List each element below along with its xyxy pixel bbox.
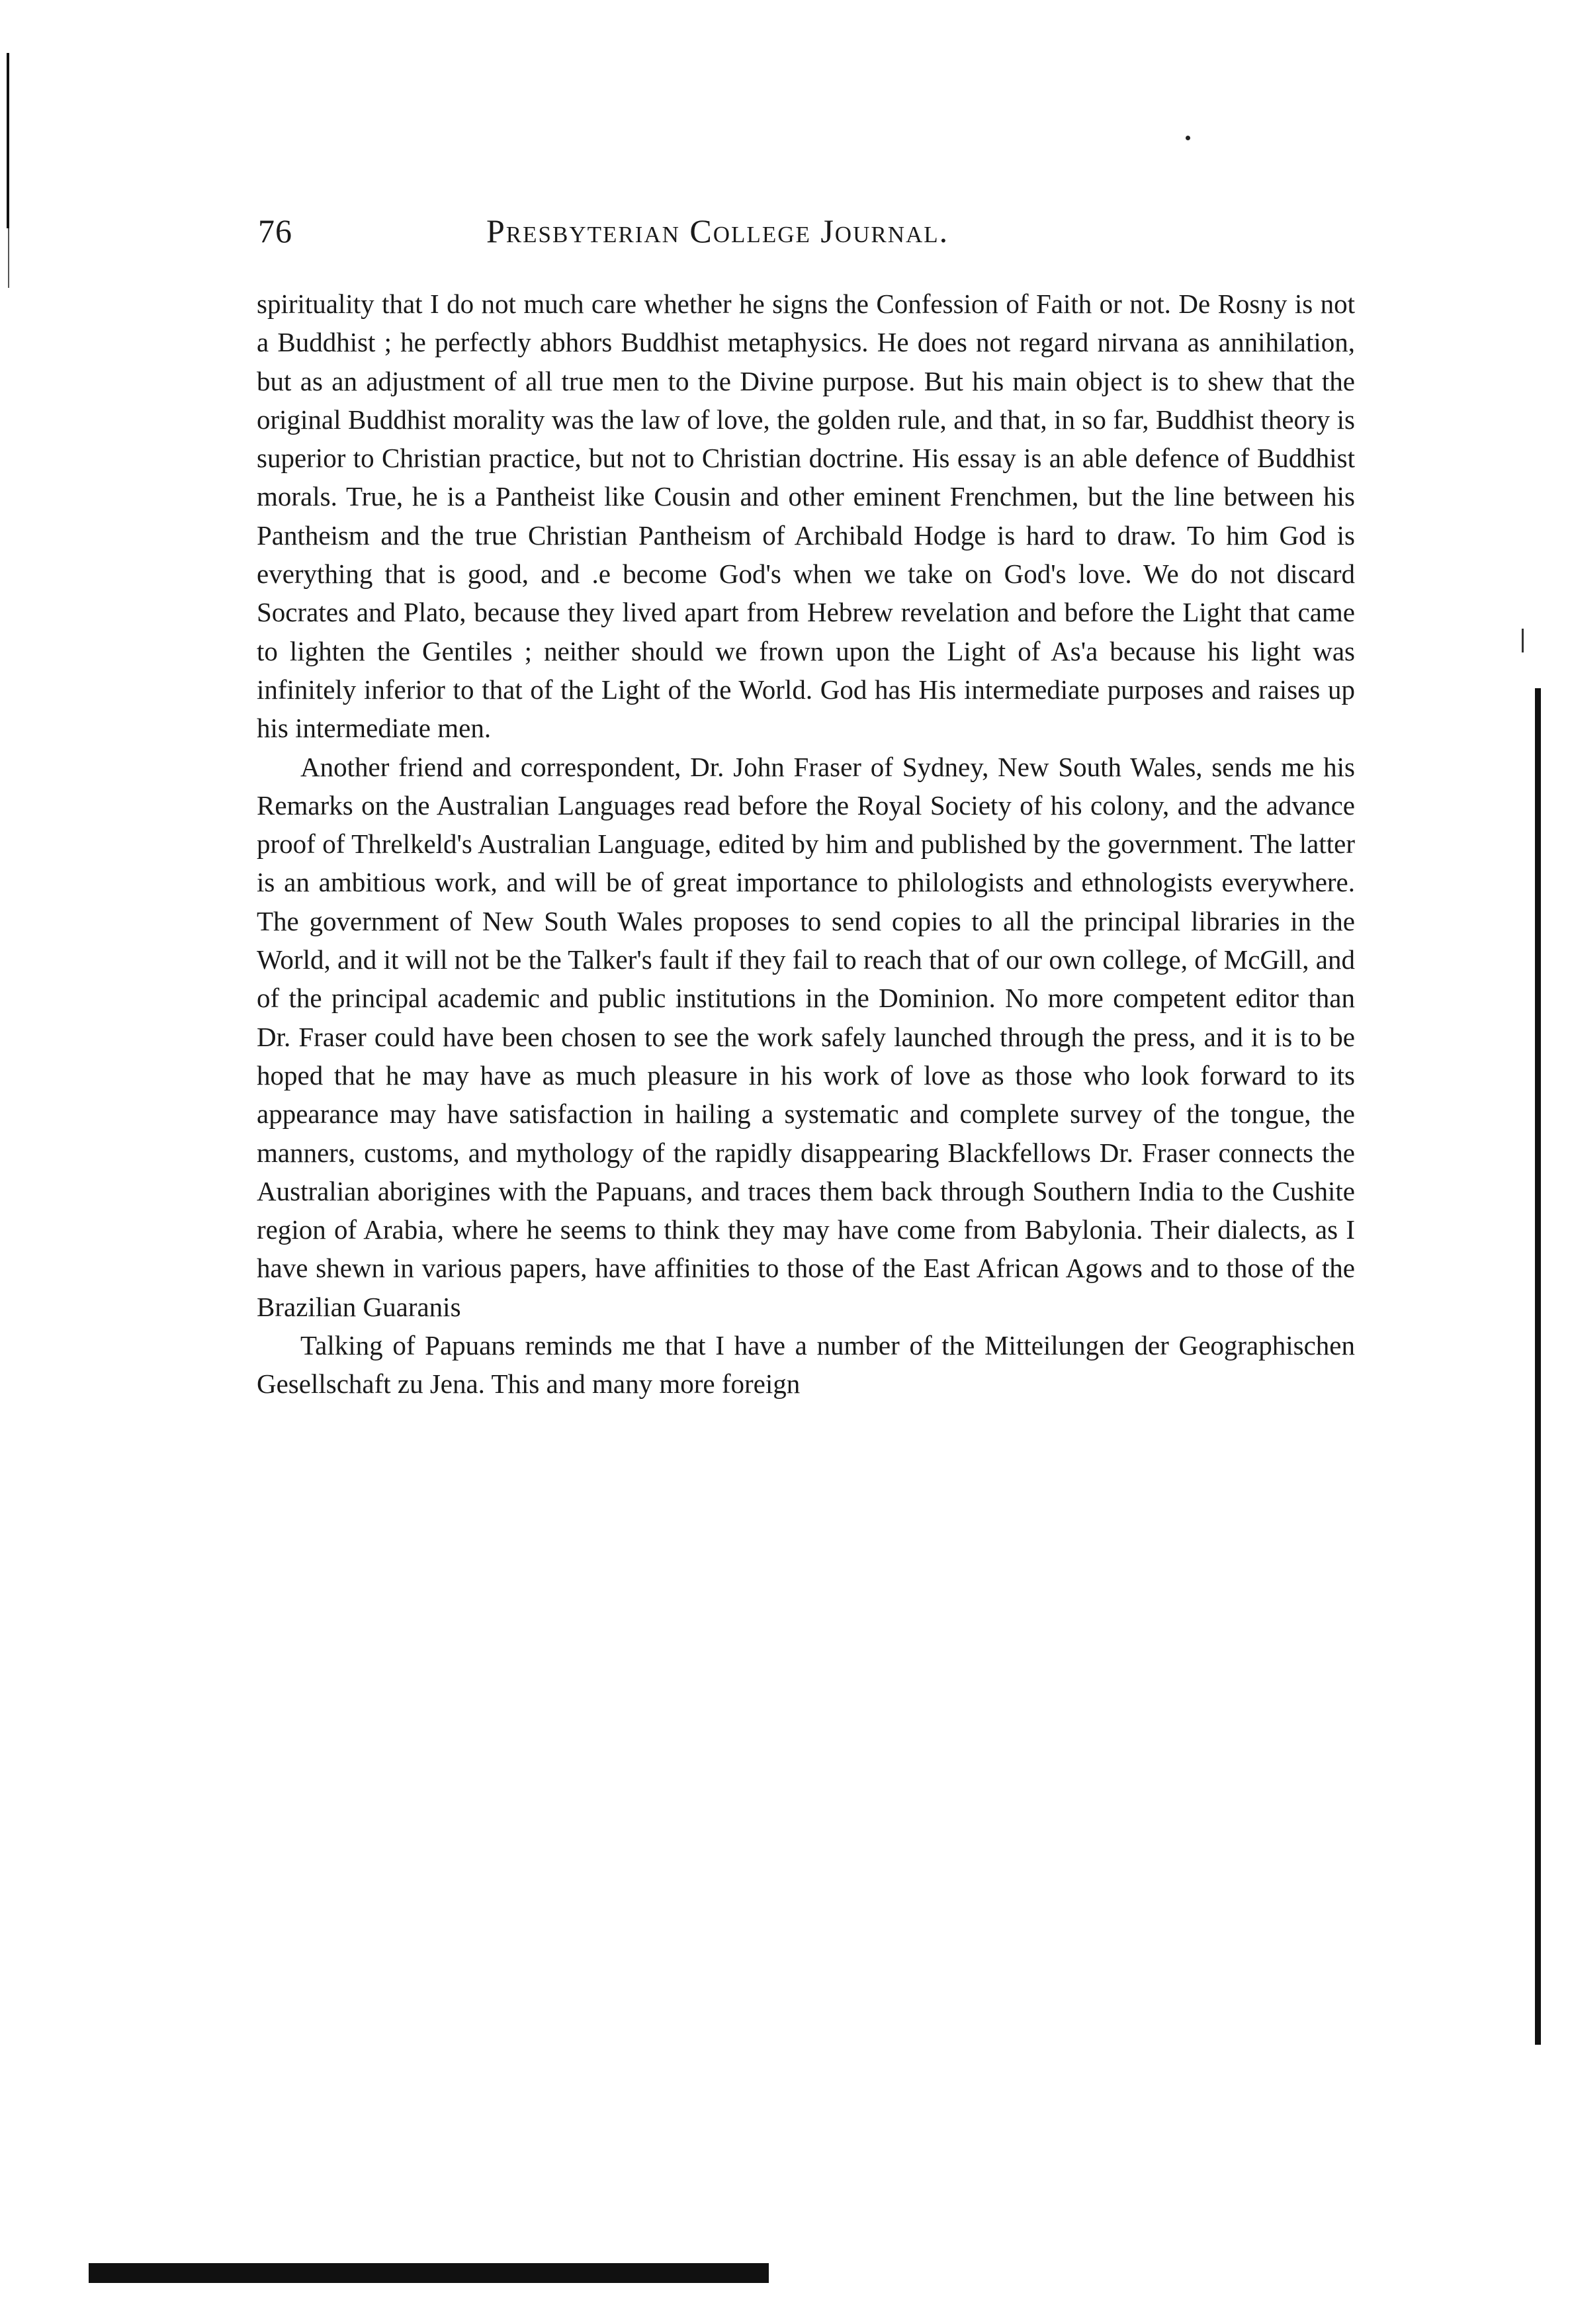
body-text [257,285,1355,1404]
running-head [258,212,1145,265]
scan-edge-mark-right [1535,688,1541,2045]
scan-edge-mark-left-thin [8,228,9,288]
paragraph-fraser: Another friend and correspondent, Dr. John Fraser of Sydney, New South Wales, sends me his Remarks on the Australian Languages read before the Royal Society of his colony, and the advance proof of Threlkeld's Australian Language, edited by him and published by the government. The latter is an ambitious work, and will be of great importance to philologists and ethnologists everywhere. The government of New South Wales proposes to send copies to all the principal libraries in the World, and it will not be the Talker's fault if they fail to reach that of our own college, of McGill, and of the principal academic and public institutions in the Dominion. No more competent editor than Dr. Fraser could have been chosen to see the work safely launched through the press, and it is to be hoped that he may have as much pleasure in his work of love as those who look forward to its appearance may have satisfaction in hailing a systematic and complete survey of the tongue, the manners, customs, and mythology of the rapidly disappearing Blackfellows Dr. Fraser connects the Australian aborigines with the Papuans, and traces them back through Southern India to the Cushite region of Arabia, where he seems to think they may have come from Babylonia. Their dialects, as I have shewn in various papers, have affinities to those of the East African Agows and to those of the Brazilian Guaranis [257,751,1355,1322]
scan-dot-mark [1186,136,1190,140]
scan-edge-tick-right [1522,629,1524,652]
journal-title: Presbyterian College Journal. [486,212,949,249]
scan-bottom-bar [89,2263,769,2283]
paragraph-papuans: Talking of Papuans reminds me that I have a number of the Mitteilungen der Geographischen Gesellschaft zu Jena. This and many more foreign [257,1330,1355,1400]
scan-edge-mark-left [7,53,9,228]
paragraph-continued: spirituality that I do not much care whether he signs the Confession of Faith or not. De Rosny is not a Buddhist ; he perfectly abhors Buddhist metaphysics. He does not regard nirvana as annihilation, but as an adjustment of all true men to the Divine purpose. But his main object is to shew that the original Buddhist morality was the law of love, the golden rule, and that, in so far, Buddhist theory is superior to Christian practice, but not to Christian doctrine. His essay is an able defence of Buddhist morals. True, he is a Pantheist like Cousin and other eminent Frenchmen, but the line between his Pantheism and the true Christian Pantheism of Archibald Hodge is hard to draw. To him God is everything that is good, and .e become God's when we take on God's love. We do not discard Socrates and Plato, because they lived apart from Hebrew revelation and before the Light that came to lighten the Gentiles ; neither should we frown upon the Light of As'a because his light was infinitely inferior to that of the Light of the World. God has His intermediate purposes and raises up his intermediate men. [257,289,1355,744]
page-number: 76 [258,212,292,249]
